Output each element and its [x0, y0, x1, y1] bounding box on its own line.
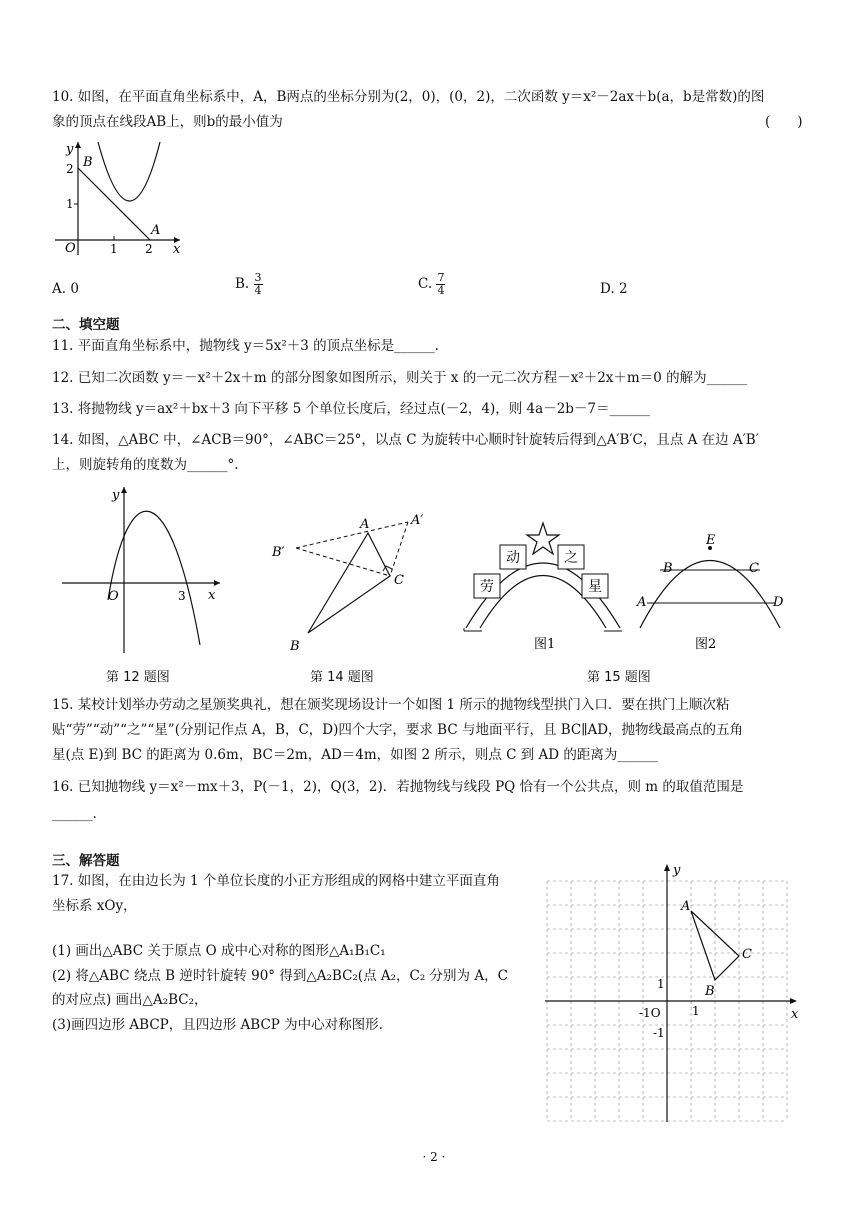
q10-option-a-label: A.	[52, 281, 67, 297]
fig12-origin: O	[108, 589, 119, 604]
q10-option-b-label: B.	[235, 276, 250, 292]
q10-option-a-value: 0	[70, 281, 79, 297]
fig14-point-b-prime: B′	[272, 545, 285, 560]
q13: 13. 将抛物线 y＝ax²＋bx＋3 向下平移 5 个单位长度后，经过点(－2，4)，则 4a－2b－7＝______	[52, 401, 651, 417]
fig17-grid-figure	[545, 862, 810, 1124]
fig17-point-a: A	[681, 899, 691, 914]
q10-tick-v2: 2	[66, 162, 74, 176]
q10-option-c-label: C.	[418, 276, 433, 292]
fig15-arch-photo	[458, 518, 628, 653]
fig15-point-a: A	[637, 595, 647, 610]
fig15-point-e: E	[706, 533, 716, 548]
q17-part1: (1) 画出△ABC 关于原点 O 成中心对称的图形△A₁B₁C₁	[52, 943, 386, 959]
q10-tick-x2: 2	[145, 242, 153, 256]
q15-line1: 15. 某校计划举办劳动之星颁奖典礼，想在颁奖现场设计一个如图 1 所示的抛物线型拱门入口．要在拱门上顺次粘	[52, 697, 730, 713]
fig15-sub1: 图1	[534, 637, 556, 652]
section-fill-in-title: 二、填空题	[52, 317, 120, 333]
q10-option-d	[600, 281, 628, 297]
fig14-rotation-triangles	[268, 508, 438, 653]
fig15-char-xing: 星	[588, 579, 602, 595]
q17-part4: (3)画四边形 ABCP，且四边形 ABCP 为中心对称图形.	[52, 1017, 383, 1033]
q10-option-d-label: D.	[600, 281, 615, 297]
q10-y-label: y	[66, 142, 74, 157]
q10-option-d-value: 2	[618, 281, 628, 297]
fig17-origin: -1O	[639, 1006, 661, 1020]
q10-figure	[50, 140, 190, 260]
fig15-point-d: D	[773, 595, 784, 610]
q10-point-a: A	[151, 223, 161, 238]
q10-point-b: B	[83, 155, 93, 170]
q10-option-c-num: 7	[437, 271, 445, 284]
q10-option-b-num: 3	[254, 271, 262, 284]
q16-line2: ______.	[52, 806, 97, 822]
fig14-caption: 第 14 题图	[310, 670, 374, 685]
fig15-char-lao: 劳	[480, 579, 494, 595]
fig15-char-dong: 动	[506, 550, 520, 566]
fig15-point-c: C	[749, 561, 759, 576]
fig17-point-c: C	[742, 947, 752, 962]
fig14-point-a: A	[360, 517, 370, 532]
q10-option-c-den: 4	[437, 284, 445, 297]
q10-origin: O	[65, 241, 76, 256]
q10-option-b-den: 4	[254, 284, 262, 297]
q17-part3: 的对应点) 画出△A₂BC₂，	[52, 992, 208, 1008]
fig12-caption: 第 12 题图	[106, 670, 170, 685]
q10-line2: 象的顶点在线段AB上，则b的最小值为	[52, 114, 283, 130]
q14-line2: 上，则旋转角的度数为______°.	[52, 457, 239, 473]
fig15-arch-diagram	[635, 528, 795, 653]
q10-option-c	[418, 272, 445, 297]
fig12-y-label: y	[112, 488, 120, 503]
q10-option-b	[235, 272, 263, 297]
fig15-caption: 第 15 题图	[587, 670, 651, 685]
fig17-tick-y1: 1	[657, 977, 665, 991]
q17-part2: (2) 将△ABC 绕点 B 逆时针旋转 90° 得到△A₂BC₂(点 A₂，C₂ 分别为 A，C	[52, 968, 508, 984]
fig17-x-label: x	[791, 1007, 799, 1022]
q15-line3: 星(点 E)到 BC 的距离为 0.6m，BC＝2m，AD＝4m，如图 2 所示，则点 C 到 AD 的距离为______	[52, 747, 658, 763]
fig12-tick-3: 3	[178, 589, 186, 603]
fig17-tick-x1: 1	[692, 1004, 700, 1018]
q10-line1: 10. 如图，在平面直角坐标系中，A，B两点的坐标分别为(2，0)，(0，2)，二次函数 y＝x²－2ax＋b(a，b是常数)的图	[52, 89, 765, 105]
q11: 11. 平面直角坐标系中，抛物线 y＝5x²＋3 的顶点坐标是______.	[52, 338, 439, 354]
fig14-point-b: B	[290, 639, 300, 654]
q10-x-label: x	[173, 242, 181, 257]
q17-line1: 17. 如图，在由边长为 1 个单位长度的小正方形组成的网格中建立平面直角	[52, 873, 500, 889]
q15-line2: 贴“劳”“动”“之”“星”(分别记作点 A，B，C，D)四个大字，要求 BC 与地面平行，且 BC∥AD，抛物线最高点的五角	[52, 722, 744, 738]
q17-line2: 坐标系 xOy，	[52, 898, 137, 914]
fig14-point-c: C	[394, 573, 404, 588]
q10-tick-v1: 1	[66, 197, 74, 211]
fig17-point-b: B	[705, 984, 715, 999]
q10-answer-paren: ( )	[765, 114, 803, 130]
q10-tick-x1: 1	[110, 242, 118, 256]
page-number: · 2 ·	[422, 1150, 446, 1164]
q16-line1: 16. 已知抛物线 y＝x²－mx＋3，P(－1，2)，Q(3，2)．若抛物线与线段 PQ 恰有一个公共点，则 m 的取值范围是	[52, 779, 744, 795]
fig15-sub2: 图2	[695, 637, 717, 652]
q10-option-b-fraction	[254, 272, 263, 297]
fig14-point-a-prime: A′	[411, 513, 424, 528]
fig12-x-label: x	[208, 588, 216, 603]
q10-option-a	[52, 281, 79, 297]
fig15-point-b: B	[663, 561, 673, 576]
q14-line1: 14. 如图，△ABC 中，∠ACB＝90°，∠ABC＝25°，以点 C 为旋转中心顺时针旋转后得到△A′B′C，且点 A 在边 A′B′	[52, 432, 759, 448]
fig15-char-zhi: 之	[564, 550, 578, 566]
fig17-tick-yneg1: -1	[653, 1026, 665, 1040]
fig17-y-label: y	[673, 863, 681, 878]
q10-option-c-fraction	[436, 272, 445, 297]
q12: 12. 已知二次函数 y＝－x²＋2x＋m 的部分图象如图所示，则关于 x 的一元二次方程－x²＋2x＋m＝0 的解为______	[52, 370, 748, 386]
fig12-parabola	[60, 485, 230, 655]
section-solve-title: 三、解答题	[52, 853, 120, 869]
